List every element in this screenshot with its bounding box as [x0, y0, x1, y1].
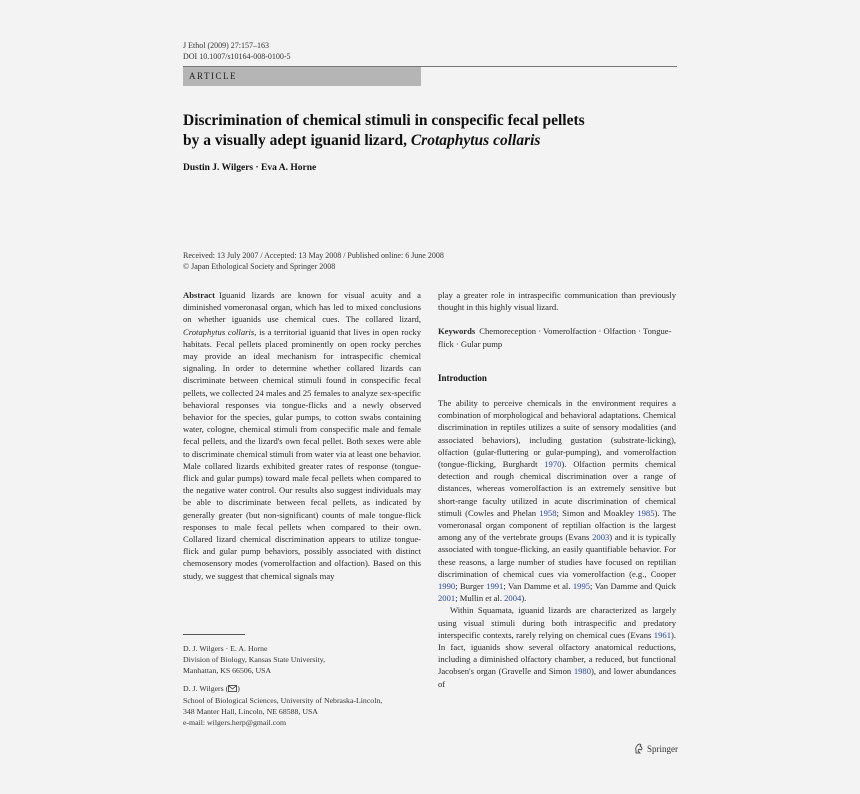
abstract-continuation: play a greater role in intraspecific communication than previously thought in this highly visual lizard.	[438, 290, 676, 313]
abstract: Abstract Iguanid lizards are known for visual acuity and a diminished vomeronasal organ, which has led to mixed conclusions on whether iguanids use chemical cues. The collared lizard, Crotaphytus collaris, is a territorial iguanid that lives in open rocky habitats. Fecal pellets placed prominently on open rocky perches may provide an ideal mechanism for intraspecific chemical signaling. In order to determine whether collared lizards can discriminate between chemical stimuli found in conspecific fecal pellets, we collected 24 males and 25 females to analyze sex-specific behavioral responses via tongue-flicks and a newly observed behavior for the species, gular pumps, to cotton swabs containing water, cologne, chemical stimuli from conspecific male and female fecal pellets, and the lizard's own fecal pellet. Both sexes were able to discriminate chemical stimuli from water via at least one behavior. Male collared lizards exhibited greater rates of response (tongue-flick and gular pumps) toward male fecal pellets when compared to the negative water control. Our results also suggest individuals may be able to discriminate between fecal pellets, as indicated by generally greater (but non-significant) counts of male tongue-flick responses to male fecal pellets when compared to their own. Collared lizard chemical discrimination appears to utilize tongue-flick and gular pump behaviors, possibly associated with distinct chemosensory modes (vomerolfaction and olfaction). Based on this study, we suggest that chemical signals may	[183, 290, 421, 581]
journal-reference	[183, 40, 291, 62]
affil2-line-1: School of Biological Sciences, University of Nebraska-Lincoln,	[183, 696, 383, 705]
doi-line[interactable]: DOI 10.1007/s10164-008-0100-5	[183, 52, 291, 61]
citation-link[interactable]: 1958	[539, 507, 557, 518]
citation-link[interactable]: 2003	[592, 532, 610, 543]
affil2-line-2: 348 Manter Hall, Lincoln, NE 68588, USA	[183, 707, 318, 716]
citation-link[interactable]: 1985	[637, 507, 655, 518]
keywords-text: Chemoreception · Vomerolfaction · Olfaction · Tongue-flick · Gular pump	[438, 326, 672, 349]
affiliation-block-1	[183, 643, 421, 676]
publisher-name: Springer	[647, 743, 678, 754]
right-column	[438, 289, 676, 690]
title-line-2: by a visually adept iguanid lizard,	[183, 132, 411, 149]
affil1-line-3: Manhattan, KS 66506, USA	[183, 666, 272, 675]
introduction-paragraph-1: The ability to perceive chemicals in the environment requires a combination of morphological and behavioral adaptations. Chemical discrimination in reptiles utilizes a suite of sensory modalities (and associated behaviors), including gustation (substrate-licking), olfaction (gular-fluttering or gular-pumping), and vomerolfaction (tongue-flicking, Burghardt 1970). Olfaction permits chemical detection and rough chemical discrimination over a range of distances, whereas vomerolfaction is an extremely sensitive but short-range faculty utilized in acute discrimination of chemical stimuli (Cowles and Phelan 1958; Simon and Moakley 1985). The vomeronasal organ component of reptilian olfaction is the largest among any of the vertebrate groups (Evans 2003) and it is typically associated with tongue-flicking, an easily quantifiable behavior. For these reasons, a large number of studies have focused on reptilian discrimination of chemical cues via vomerolfaction (e.g., Cooper 1990; Burger 1991; Van Damme et al. 1995; Van Damme and Quick 2001; Mullin et al. 2004).	[438, 398, 676, 604]
title-species: Crotaphytus collaris	[410, 132, 541, 149]
citation-link[interactable]: 1970	[544, 459, 562, 470]
publisher-logo	[634, 743, 678, 754]
affiliation-block-2	[183, 683, 421, 728]
journal-line: J Ethol (2009) 27:157–163	[183, 41, 269, 50]
article-type-label: ARTICLE	[189, 71, 237, 81]
affil1-line-2: Division of Biology, Kansas State University,	[183, 655, 326, 664]
citation-link[interactable]: 1991	[486, 581, 504, 592]
left-column	[183, 289, 421, 582]
envelope-icon	[228, 684, 237, 695]
citation-link[interactable]: 1961	[653, 629, 671, 640]
citation-link[interactable]: 1980	[573, 666, 591, 677]
footnote-rule	[183, 634, 245, 635]
citation-link[interactable]: 1990	[438, 581, 456, 592]
paper-title	[183, 111, 663, 151]
citation-link[interactable]: 2004	[504, 593, 522, 604]
publication-dates	[183, 250, 444, 272]
received-line: Received: 13 July 2007 / Accepted: 13 May 2008 / Published online: 6 June 2008	[183, 251, 444, 260]
author-list: Dustin J. Wilgers · Eva A. Horne	[183, 163, 317, 173]
abstract-species: Crotaphytus collaris	[183, 326, 255, 337]
affil1-line-1: D. J. Wilgers · E. A. Horne	[183, 644, 268, 653]
affil2-name: D. J. Wilgers ( )	[183, 684, 240, 693]
introduction-paragraph-2: Within Squamata, iguanid lizards are characterized as largely using visual stimuli during both intraspecific and predatory interspecific contexts, rarely relying on chemical cues (Evans 1961). In fact, iguanids show several olfactory anatomical reductions, including a diminished olfactory chamber, a reduced, but functional Jacobsen's organ (Gravelle and Simon 1980), and lower abundances of	[438, 605, 676, 689]
abstract-label: Abstract	[183, 290, 215, 300]
keywords	[438, 325, 676, 349]
title-line-1: Discrimination of chemical stimuli in conspecific fecal pellets	[183, 112, 585, 129]
affil2-email[interactable]: e-mail: wilgers.herp@gmail.com	[183, 718, 287, 727]
citation-link[interactable]: 1995	[572, 581, 591, 592]
introduction-heading: Introduction	[438, 372, 487, 383]
copyright-line: © Japan Ethological Society and Springer 2008	[183, 262, 336, 271]
keywords-label: Keywords	[438, 326, 476, 337]
citation-link[interactable]: 2001	[438, 593, 456, 604]
springer-knight-icon	[634, 743, 644, 754]
article-type-band	[183, 67, 421, 86]
